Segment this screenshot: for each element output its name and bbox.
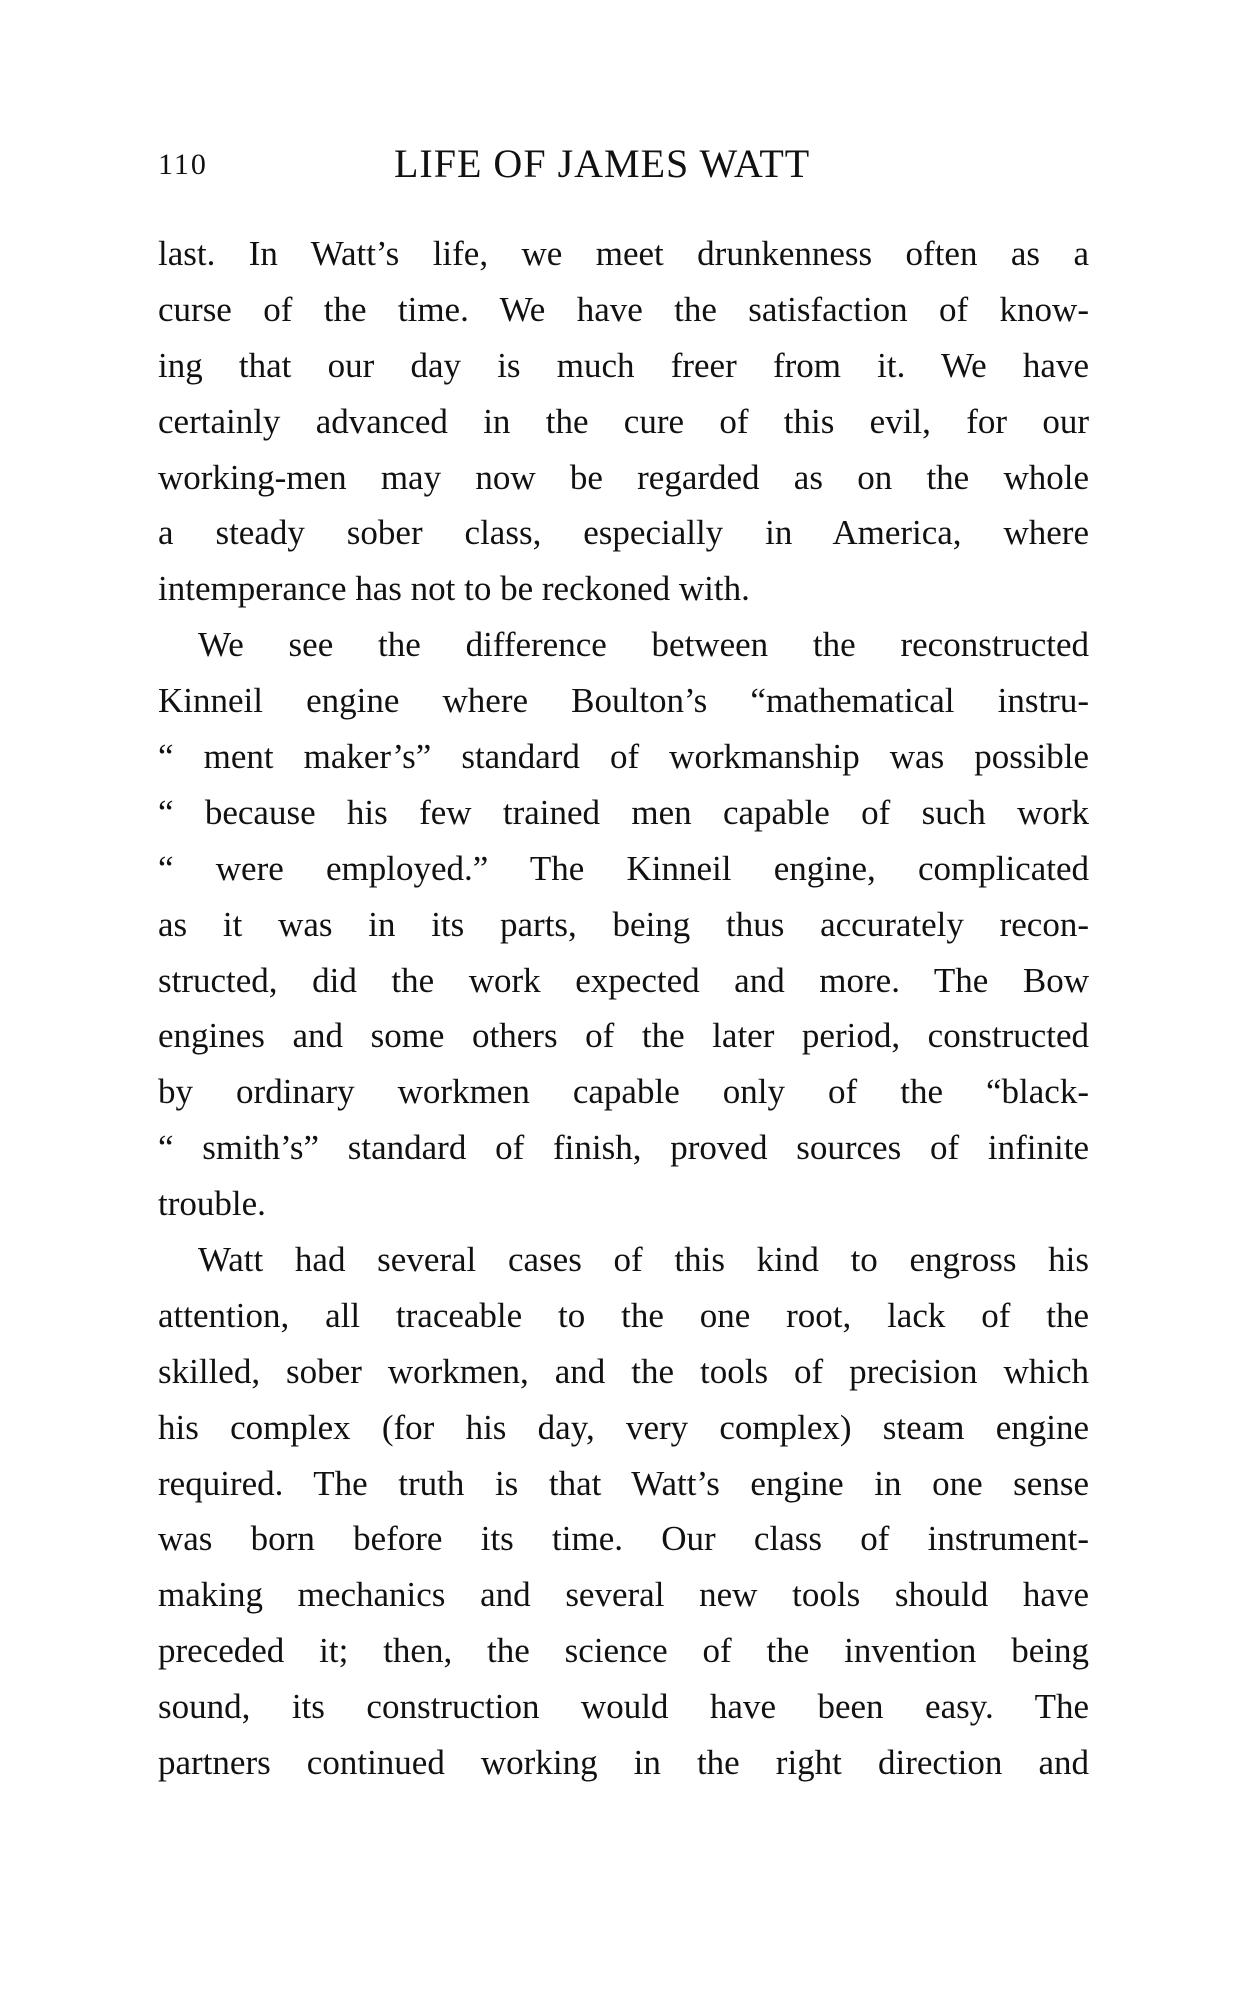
text-line: “ ment maker’s” standard of workmanship was possible <box>158 737 1089 777</box>
text-line: by ordinary workmen capable only of the “black- <box>158 1072 1089 1112</box>
text-line: structed, did the work expected and more. The Bow <box>158 960 1089 1000</box>
text-line: preceded it; then, the science of the invention being <box>158 1631 1089 1671</box>
text-line: a steady sober class, especially in America, where <box>158 513 1089 553</box>
text-line: as it was in its parts, being thus accurately recon- <box>158 904 1089 944</box>
text-line: intemperance has not to be reckoned with. <box>158 569 750 609</box>
paragraph <box>158 226 1089 617</box>
text-line: Watt had several cases of this kind to engross his <box>198 1240 1089 1280</box>
text-line: required. The truth is that Watt’s engine in one sense <box>158 1463 1089 1503</box>
text-line: “ were employed.” The Kinneil engine, complicated <box>158 848 1089 888</box>
text-line: curse of the time. We have the satisfaction of know- <box>158 289 1089 329</box>
text-line: Kinneil engine where Boulton’s “mathematical instru- <box>158 681 1089 721</box>
text-line: was born before its time. Our class of instrument- <box>158 1519 1089 1559</box>
page-number: 110 <box>158 148 208 181</box>
paragraph <box>158 1232 1089 1791</box>
running-header <box>158 140 1089 190</box>
text-line: certainly advanced in the cure of this evil, for our <box>158 401 1089 441</box>
text-line: engines and some others of the later period, constructed <box>158 1016 1089 1056</box>
text-line: “ because his few trained men capable of such work <box>158 792 1089 832</box>
text-line: partners continued working in the right direction and <box>158 1743 1089 1783</box>
running-title: LIFE OF JAMES WATT <box>394 141 811 186</box>
text-line: We see the difference between the reconstructed <box>198 625 1089 665</box>
text-line: skilled, sober workmen, and the tools of precision which <box>158 1351 1089 1391</box>
text-line: last. In Watt’s life, we meet drunkenness often as a <box>158 234 1089 273</box>
text-line: ing that our day is much freer from it. We have <box>158 345 1089 385</box>
text-line: his complex (for his day, very complex) steam engine <box>158 1407 1089 1447</box>
text-line: attention, all traceable to the one root, lack of the <box>158 1295 1089 1335</box>
text-line: “ smith’s” standard of finish, proved sources of infinite <box>158 1128 1089 1168</box>
text-line: making mechanics and several new tools should have <box>158 1575 1089 1615</box>
text-line: trouble. <box>158 1184 266 1224</box>
text-line: working-men may now be regarded as on the whole <box>158 457 1089 497</box>
paragraph <box>158 617 1089 1232</box>
page-body <box>158 226 1089 1791</box>
text-line: sound, its construction would have been easy. The <box>158 1687 1089 1727</box>
